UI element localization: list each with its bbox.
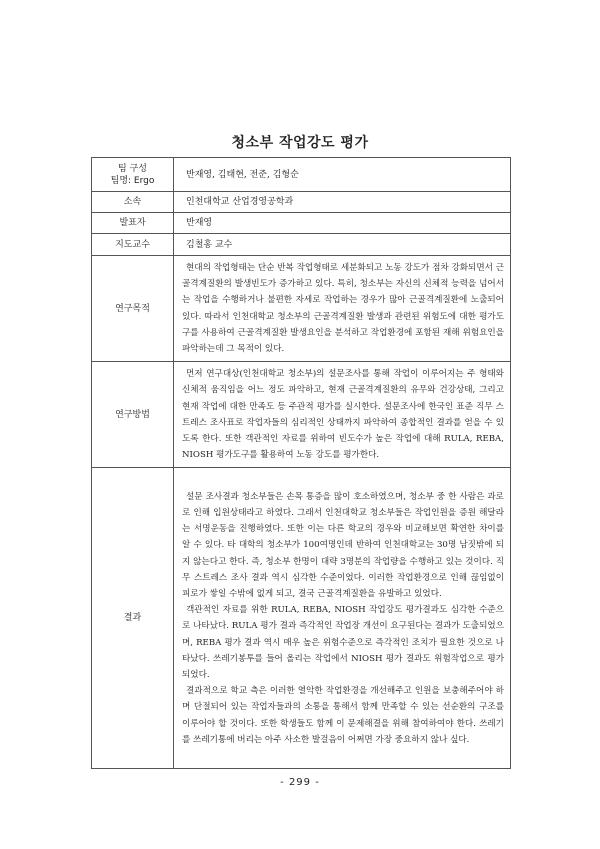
results-paragraph-1: 설문 조사결과 청소부들은 손목 통증을 많이 호소하였으며, 청소부 중 한 사람은 과로로 인해 입원상태라고 하였다. 그래서 인천대학교 청소부들은 작업인원을 증원 해달라는 서명운동을 진행하였다. 또한 이는 다른 학교의 경우와 비교해보면 확연한 차이를 알 수 있다. 타 대학의 청소부가 100여명인데 반하여 인천대학교는 30명 남짓밖에 되지 않는다고 한다. 즉, 청소부 한명이 대략 3명분의 작업량을 수행하고 있는 것이다. 직무 스트레스 조사 결과 역시 심각한 수준이었다. 이러한 작업환경으로 인해 끊임없이 피로가 쌓일 수밖에 없게 되고, 결국 근골격계질환을 유발하고 있었다. xyxy=(182,491,504,600)
results-row xyxy=(92,468,511,769)
team-row xyxy=(92,158,511,192)
team-label-line2: 팀명: Ergo xyxy=(110,175,155,186)
advisor-row xyxy=(92,234,511,256)
purpose-text-cell xyxy=(174,256,511,362)
advisor-value: 김철홍 교수 xyxy=(174,234,511,256)
team-label-line1: 팀 구성 xyxy=(118,163,147,174)
method-label: 연구방법 xyxy=(92,362,174,468)
results-text-cell xyxy=(174,468,511,769)
presenter-value: 반재영 xyxy=(174,213,511,234)
method-text: 먼저 연구대상(인천대학교 청소부)의 설문조사를 통해 작업이 이루어지는 주 형태와 신체적 움직임을 어느 정도 파악하고, 현재 근골격계질환의 유무와 건강상태, 그리고 현재 작업에 대한 만족도 등 주관적 평가를 실시한다. 설문조사에 한국인 표준 직무 스트레스 조사표로 작업자들의 심리적인 상태까지 파악하여 종합적인 결과를 얻을 수 있도록 한다. 또한 객관적인 자료를 위하여 빈도수가 높은 작업에 대해 RULA, REBA, NIOSH 평가도구를 활용하여 노동 강도를 평가한다. xyxy=(182,369,504,461)
purpose-row xyxy=(92,256,511,362)
page-number: - 299 - xyxy=(280,777,320,788)
advisor-label: 지도교수 xyxy=(92,234,174,256)
affiliation-value: 인천대학교 산업경영공학과 xyxy=(174,192,511,213)
team-value: 반재영, 김태현, 전준, 김형순 xyxy=(174,158,511,192)
presenter-label: 발표자 xyxy=(92,213,174,234)
summary-table xyxy=(91,157,511,769)
page-title: 청소부 작업강도 평가 xyxy=(231,135,369,151)
method-text-cell xyxy=(174,362,511,468)
results-paragraph-2: 객관적인 자료를 위한 RULA, REBA, NIOSH 작업강도 평가결과도 심각한 수준으로 나타났다. RULA 평가 결과 즉각적인 작업장 개선이 요구된다는 결과가 도출되었으며, REBA 평가 결과 역시 매우 높은 위험수준으로 즉각적인 조치가 필요한 것으로 나타났다. 쓰레기봉투를 들어 올리는 작업에서 NIOSH 평가 결과도 위험작업으로 평가되었다. xyxy=(182,605,504,681)
presenter-row xyxy=(92,213,511,234)
team-label xyxy=(92,158,174,192)
affiliation-label: 소속 xyxy=(92,192,174,213)
method-row xyxy=(92,362,511,468)
results-label: 결과 xyxy=(92,468,174,769)
results-paragraph-3: 결과적으로 학교 측은 이러한 열악한 작업환경을 개선해주고 인원을 보충해주어야 하며 단절되어 있는 작업자들과의 소통을 통해서 함께 만족할 수 있는 선순환의 구조를 이루어야 할 것이다. 또한 학생들도 함께 이 문제해결을 위해 참여하여야 한다. 쓰레기를 쓰레기통에 버리는 아주 사소한 발걸음이 어쩌면 가장 중요하지 않나 싶다. xyxy=(182,686,504,745)
purpose-label: 연구목적 xyxy=(92,256,174,362)
affiliation-row xyxy=(92,192,511,213)
purpose-text: 현대의 작업형태는 단순 반복 작업형태로 세분화되고 노동 강도가 점차 강화되면서 근골격계질환의 발생빈도가 증가하고 있다. 특히, 청소부는 자신의 신체적 능력을 넘어서는 작업을 수행하거나 불편한 자세로 작업하는 경우가 많아 근골격계질환에 노출되어 있다. 따라서 인천대학교 청소부의 근골격계질환 발생과 관련된 위험도에 대한 평가도구를 사용하여 근골격계질환 발생요인을 분석하고 작업환경에 포함된 재해 위험요인을 파악하는데 그 목적이 있다. xyxy=(182,263,504,355)
